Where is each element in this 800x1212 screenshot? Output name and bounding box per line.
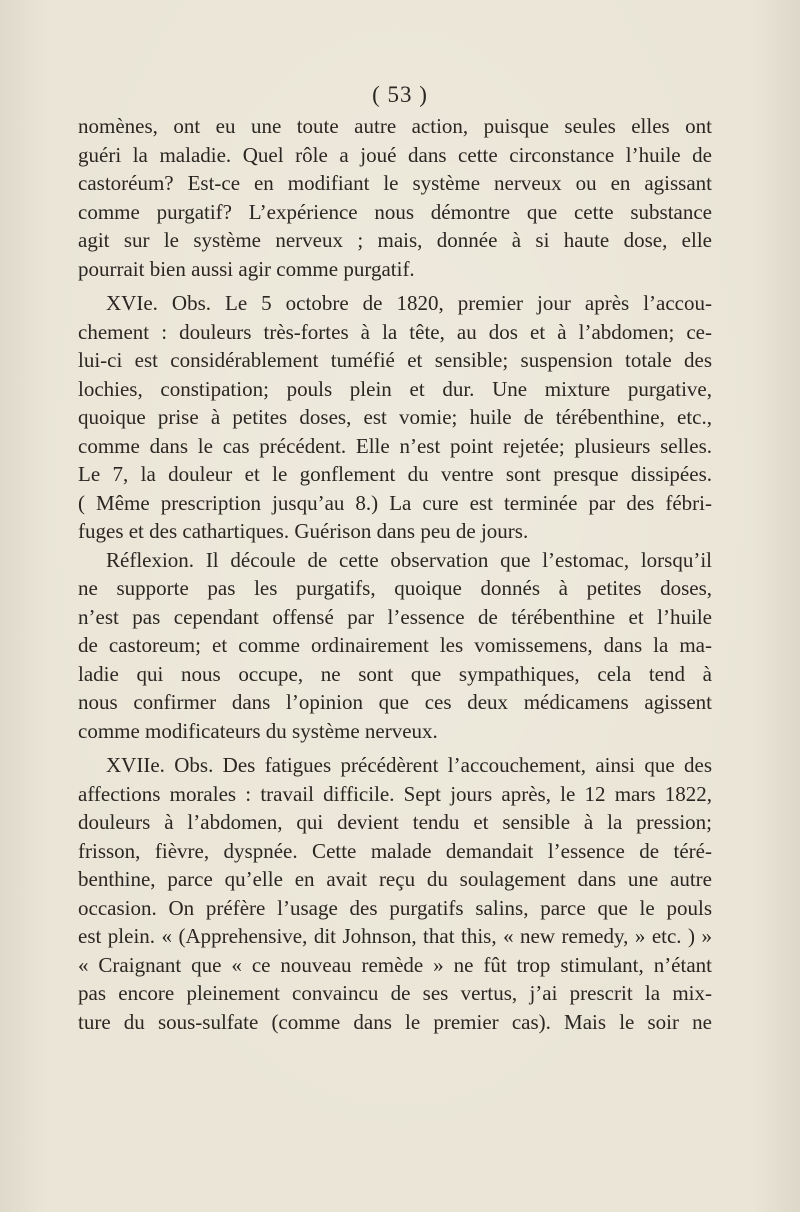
text-line: est plein. « (Apprehensive, dit Johnson, that this, « new remedy, » etc. ) »: [78, 924, 712, 948]
text-line: occasion. On préfère l’usage des purgatifs salins, parce que le pouls: [78, 895, 712, 920]
text-line: quoique prise à petites doses, est vomie; huile de térébenthine, etc.,: [78, 405, 712, 429]
text-line: ne supporte pas les purgatifs, quoique donnés à petites doses,: [78, 576, 712, 600]
text-line: XVIe. Obs. Le 5 octobre de 1820, premier jour après l’accou-: [106, 291, 712, 315]
text-line: ladie qui nous occupe, ne sont que sympathiques, cela tend à: [78, 661, 712, 686]
text-line: de castoreum; et comme ordinairement les vomissemens, dans la ma-: [78, 633, 712, 657]
paragraph-4: [78, 751, 712, 1036]
text-line: Réflexion. Il découle de cette observation que l’estomac, lorsqu’il: [106, 547, 712, 572]
text-line: frisson, fièvre, dyspnée. Cette malade demandait l’essence de téré-: [78, 838, 712, 863]
text-line: douleurs à l’abdomen, qui devient tendu et sensible à la pression;: [78, 810, 712, 834]
text-line: lochies, constipation; pouls plein et dur. Une mixture purgative,: [78, 376, 712, 401]
text-line: n’est pas cependant offensé par l’essence de térébenthine et l’huile: [78, 604, 712, 629]
text-line: affections morales : travail difficile. Sept jours après, le 12 mars 1822,: [78, 781, 712, 806]
text-line: ture du sous-sulfate (comme dans le premier cas). Mais le soir ne: [78, 1009, 712, 1034]
text-line: ( Même prescription jusqu’au 8.) La cure est terminée par des fébri-: [78, 490, 712, 515]
text-line: agit sur le système nerveux ; mais, donnée à si haute dose, elle: [78, 228, 712, 252]
text-line: chement : douleurs très-fortes à la tête, au dos et à l’abdomen; ce-: [78, 319, 712, 344]
text-line: castoréum? Est-ce en modifiant le système nerveux ou en agissant: [78, 171, 712, 195]
paragraph-2: [78, 289, 712, 546]
paragraph-3: [78, 546, 712, 746]
text-line: « Craignant que « ce nouveau remède » ne fût trop stimulant, n’étant: [78, 952, 712, 977]
text-line: comme dans le cas précédent. Elle n’est point rejetée; plusieurs selles.: [78, 433, 712, 458]
body-text: [78, 112, 712, 1036]
text-line: nous confirmer dans l’opinion que ces deux médicamens agissent: [78, 690, 712, 714]
text-line: comme modificateurs du système nerveux.: [78, 718, 438, 743]
text-line: comme purgatif? L’expérience nous démontre que cette substance: [78, 199, 712, 224]
page-number: ( 53 ): [372, 82, 428, 107]
text-line: benthine, parce qu’elle en avait reçu du soulagement dans une autre: [78, 867, 712, 891]
text-line: pourrait bien aussi agir comme purgatif.: [78, 256, 415, 281]
text-line: lui-ci est considérablement tuméfié et sensible; suspension totale des: [78, 348, 712, 372]
text-line: nomènes, ont eu une toute autre action, puisque seules elles ont: [78, 114, 712, 138]
text-line: guéri la maladie. Quel rôle a joué dans cette circonstance l’huile de: [78, 142, 712, 167]
text-line: Le 7, la douleur et le gonflement du ventre sont presque dissipées.: [78, 462, 712, 486]
text-line: XVIIe. Obs. Des fatigues précédèrent l’accouchement, ainsi que des: [106, 753, 712, 777]
paragraph-1: [78, 112, 712, 283]
text-line: fuges et des cathartiques. Guérison dans peu de jours.: [78, 519, 529, 543]
text-line: pas encore pleinement convaincu de ses vertus, j’ai prescrit la mix-: [78, 981, 712, 1005]
